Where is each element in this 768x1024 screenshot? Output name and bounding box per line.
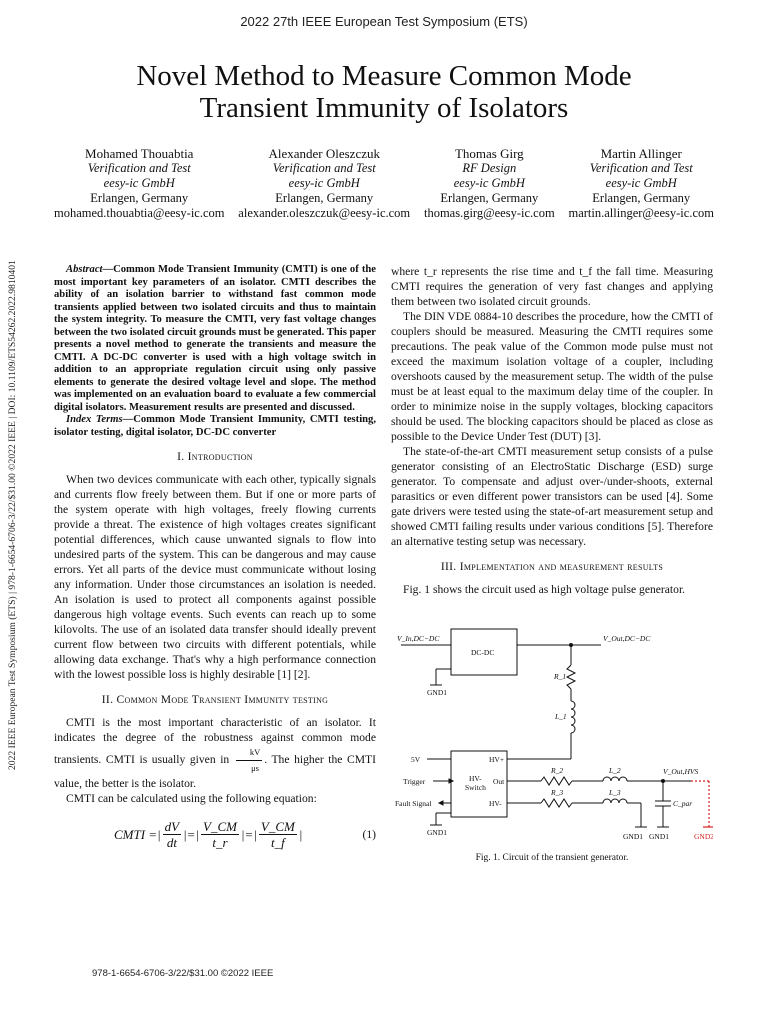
abstract: [54, 264, 376, 414]
conference-header: 2022 27th IEEE European Test Symposium (ETS): [240, 14, 528, 29]
unit-fraction: [236, 745, 262, 776]
eq-num: dV: [164, 818, 180, 834]
implementation-paragraph: Fig. 1 shows the circuit used as high voltage pulse generator.: [403, 583, 686, 596]
doi-note: 2022 IEEE European Test Symposium (ETS) | 978-1-6654-6706-3/22/$31.00 ©2022 IEEE | DOI: 10.1109/ETS54262.2022.9810401: [7, 260, 18, 770]
author-company: eesy-ic GmbH: [605, 176, 677, 190]
gnd1-a-label: GND1: [623, 832, 643, 841]
hvplus-label: HV+: [489, 755, 505, 764]
r2-resistor: [541, 777, 572, 785]
vin-label: V_In,DC−DC: [397, 634, 440, 643]
author-name: Mohamed Thouabtia: [85, 146, 194, 161]
left-column: [54, 264, 376, 854]
5v-label: 5V: [411, 755, 421, 764]
author-location: Erlangen, Germany: [275, 191, 374, 205]
author-name: Thomas Girg: [454, 146, 524, 161]
eq-sep: |=|: [240, 826, 257, 842]
out-label: Out: [493, 777, 505, 786]
eq-num: V_CM: [260, 818, 295, 834]
right-column: [391, 264, 713, 866]
vout-hvs-label: V_Out,HVS: [663, 767, 699, 776]
l1-inductor: [571, 701, 575, 733]
author-4: [568, 146, 713, 221]
equation-number: (1): [362, 827, 376, 841]
title-line-2: Transient Immunity of Isolators: [199, 92, 569, 124]
r3-label: R_3: [551, 788, 564, 797]
author-email[interactable]: martin.allinger@eesy-ic.com: [568, 206, 714, 220]
intro-paragraph: When two devices communicate with each other, typically signals and currents flow freely between them. But if one or more parts of the system operate with high voltages, freely flowing currents provide a threat. The existence of high voltages creates significant potential differences, which cause unwanted signals to flow into undesired parts of the system. This can be dangerous and may cause errors. Yet all parts of the device must communicate without losing any information. Under those circumstances an isolation is needed. An isolation is used to protect all components against possible dangerous high voltage events. Such events can reach up to some kilovolts. The use of an isolated data transfer should ideally prevent current flow between two circuits with different potentials, while allowing data exchange. That's why a high performance connection with the lowest possible loss is highly desirable [1] [2].: [54, 473, 376, 681]
abstract-label: Abstract: [66, 264, 103, 275]
gnd1-c-label: GND1: [427, 828, 447, 837]
copyright-footer: 978-1-6654-6706-3/22/$31.00 ©2022 IEEE: [92, 968, 274, 979]
fault-arrow: [439, 801, 443, 805]
hvswitch-label-1: HV-: [469, 774, 482, 783]
l2-label: L_2: [609, 766, 621, 775]
eq-lhs: CMTI =|: [114, 826, 161, 842]
index-terms-text: —Common Mode Transient Immunity, CMTI testing, isolator testing, digital isolator, DC-DC converter: [54, 414, 376, 438]
author-2: [238, 146, 410, 221]
eq-den: t_r: [212, 834, 228, 850]
section-heading-cmti: II. Common Mode Transient Immunity testing: [101, 693, 329, 706]
r2-label: R_2: [551, 766, 564, 775]
side-margin-note: [6, 250, 26, 770]
author-email[interactable]: alexander.oleszczuk@eesy-ic.com: [238, 206, 411, 220]
unit-den: μs: [251, 763, 259, 773]
author-company: eesy-ic GmbH: [103, 176, 175, 190]
r1-resistor: [567, 665, 575, 689]
gnd2-path: [691, 781, 713, 827]
eq-den: dt: [166, 834, 177, 850]
eq-frac-dvdt: [163, 819, 181, 850]
author-location: Erlangen, Germany: [90, 191, 189, 205]
cmti-paragraph-1: [54, 715, 376, 791]
title-line-1: Novel Method to Measure Common Mode: [136, 60, 632, 92]
figure-1-circuit: [391, 609, 713, 849]
author-location: Erlangen, Germany: [592, 191, 691, 205]
author-name: Martin Allinger: [600, 146, 682, 161]
author-location: Erlangen, Germany: [440, 191, 539, 205]
l3-inductor: [603, 799, 627, 803]
figure-caption: Fig. 1. Circuit of the transient generator.: [475, 853, 629, 863]
eq-den: t_f: [271, 834, 285, 850]
gnd1-label: GND1: [427, 688, 447, 697]
index-terms-label: Index Terms: [66, 414, 123, 425]
l3-label: L_3: [609, 788, 621, 797]
eq-num: V_CM: [203, 818, 237, 834]
gnd2-label: GND2: [694, 832, 713, 841]
dcdc-label: DC-DC: [471, 648, 495, 657]
right-paragraph-2: The DIN VDE 0884-10 describes the procedure, how the CMTI of couplers should be measured. Measuring the CMTI requires some precautions. The peak value of the Common mode pulse must not exceed the maximum isolation voltage of a coupler, including overshoots caused by the measurement setup. The width of the pulse must be at least equal to the maximum delay time of the coupler. In order to minimize noise in the supply voltages, blocking capacitors should be used. The blocking capacitors should be placed as close as possible to the Device Under Test (DUT) [3].: [391, 310, 713, 443]
author-company: eesy-ic GmbH: [288, 176, 360, 190]
gnd1-b-label: GND1: [649, 832, 669, 841]
author-email[interactable]: thomas.girg@eesy-ic.com: [423, 206, 555, 220]
cmti-text-a: CMTI is the most important characteristic of an isolator. It indicates the degree of the robustness against common mode transients. CMTI is usually given in: [54, 716, 376, 767]
index-terms: [54, 414, 376, 439]
author-email[interactable]: mohamed.thouabtia@eesy-ic.com: [54, 206, 225, 220]
unit-num: kV: [236, 745, 262, 761]
equation-1: [54, 814, 376, 854]
author-role: Verification and Test: [87, 161, 191, 175]
r1-label: R_1: [554, 672, 567, 681]
section-heading-implementation: III. Implementation and measurement results: [440, 560, 664, 573]
author-block: [54, 146, 714, 221]
l1-label: L_1: [555, 712, 567, 721]
l2-inductor: [603, 777, 627, 781]
author-role: Verification and Test: [272, 161, 376, 175]
author-name: Alexander Oleszczuk: [268, 146, 380, 161]
hvswitch-label-2: Switch: [465, 783, 486, 792]
author-company: eesy-ic GmbH: [453, 176, 525, 190]
author-role: Verification and Test: [589, 161, 693, 175]
section-heading-introduction: I. Introduction: [177, 450, 253, 463]
cpar-label: C_par: [673, 799, 693, 808]
vout-label: V_Out,DC−DC: [603, 634, 651, 643]
author-1: [54, 146, 224, 221]
right-paragraph-3: The state-of-the-art CMTI measurement setup consists of a pulse generator consisting of an ElectroStatic Discharge (ESD) surge generator. To compensate and adjust over-/under-shoots, external parasitics or even different power transistors can be used [4]. Some gate drivers were tested using the state-of-art measurement setup and showed CMTI failing results under various conditions [5]. Therefore an alternative testing setup was necessary.: [391, 445, 713, 548]
eq-sep: |=|: [183, 826, 200, 842]
cmti-paragraph-2: CMTI can be calculated using the following equation:: [66, 792, 317, 805]
trigger-label: Trigger: [403, 777, 426, 786]
author-3: [424, 146, 555, 221]
author-role: RF Design: [462, 161, 517, 175]
abstract-text: —Common Mode Transient Immunity (CMTI) is one of the most important key parameters of an isolator. CMTI describes the ability of an isolation barrier to withstand fast common mode transients applied between two isolated circuits and thus to maintain the system integrity. To measure the CMTI, very fast voltage changes between the two isolated circuit grounds must be generated. This paper presents a novel method to generate the transients and measure the CMTI. A DC-DC converter is used with a high voltage switch in addition to an appropriate regulation circuit using only passive elements to generate the desired voltage level and slope. The method was implemented on an evaluation board to evaluate a few commercial digital isolators. Measurement results are presented and discussed.: [54, 264, 376, 413]
eq-frac-vcm-tr: [201, 819, 239, 850]
eq-frac-vcm-tf: [259, 819, 297, 850]
circuit-diagram: [391, 609, 713, 849]
eq-end: |: [298, 826, 303, 842]
paper-title: [40, 60, 728, 124]
cmti-text-b: . The higher the CMTI value, the better is the isolator.: [54, 753, 377, 790]
equation-body: [114, 819, 302, 850]
r3-resistor: [541, 799, 572, 807]
trigger-arrow: [449, 779, 453, 783]
hvminus-label: HV-: [489, 799, 502, 808]
right-paragraph-1: where t_r represents the rise time and t_f the fall time. Measuring CMTI requires the generation of very fast changes and applying them between two isolated circuit grounds.: [391, 265, 713, 308]
fault-label: Fault Signal: [395, 799, 432, 808]
